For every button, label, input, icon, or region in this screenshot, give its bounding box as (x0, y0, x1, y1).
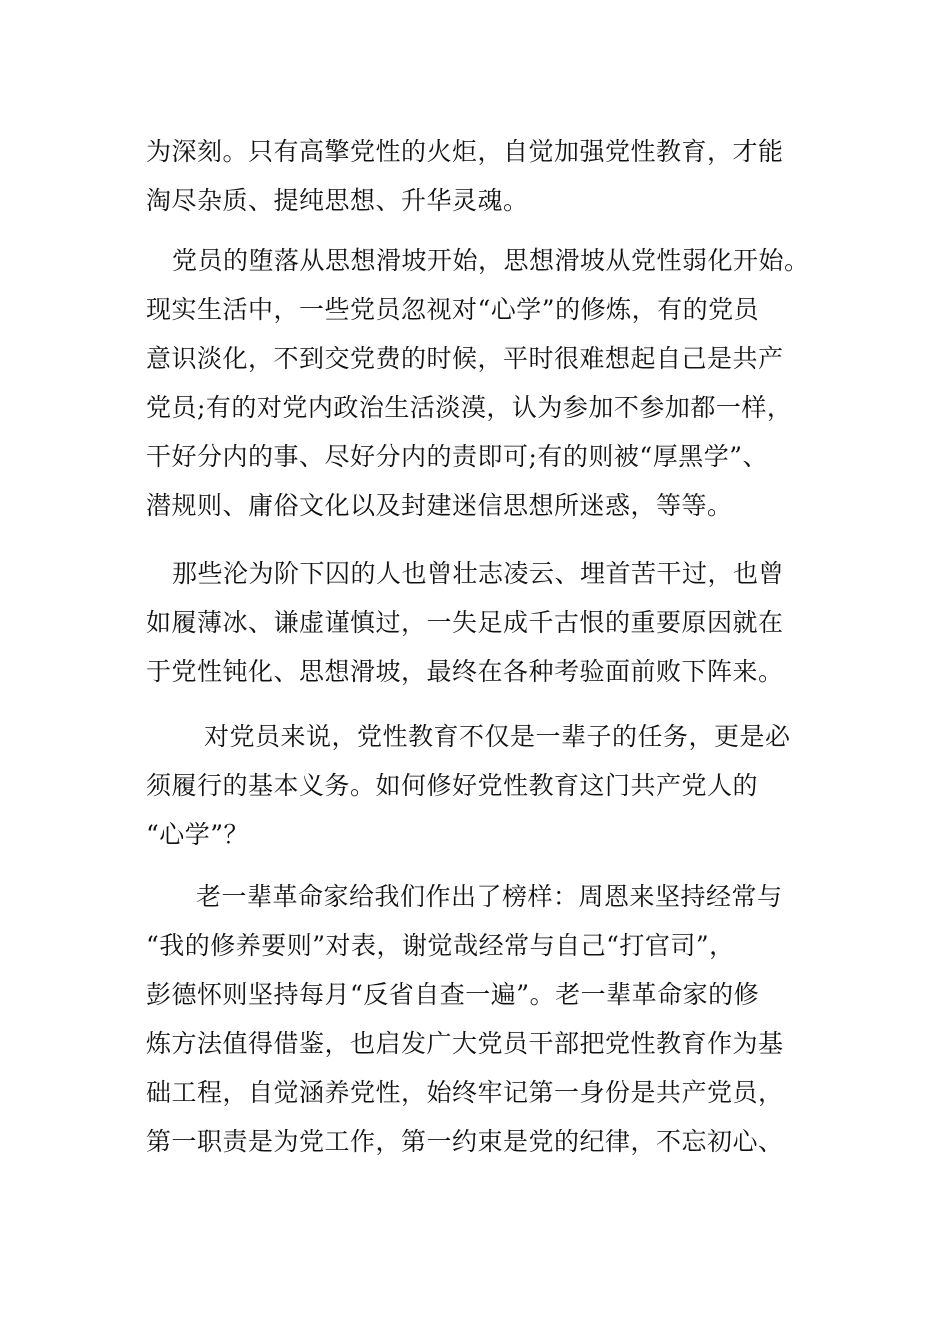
text-line-13: 须履行的基本义务。如何修好党性教育这门共产党人的 (146, 771, 759, 800)
text-line-20: 第一职责是为党工作，第一约束是党的纪律，不忘初心、 (146, 1127, 784, 1156)
text-line-9: 那些沦为阶下囚的人也曾壮志凌云、埋首苦干过，也曾 (172, 559, 785, 588)
text-line-2: 淘尽杂质、提纯思想、升华灵魂。 (146, 186, 529, 215)
text-line-15: 老一辈革命家给我们作出了榜样：周恩来坚持经常与 (196, 882, 783, 911)
text-line-6: 党员;有的对党内政治生活淡漠，认为参加不参加都一样， (146, 393, 793, 422)
text-line-19: 础工程，自觉涵养党性，始终牢记第一身份是共产党员， (146, 1078, 784, 1107)
text-line-7: 干好分内的事、尽好分内的责即可;有的则被“厚黑学”、 (146, 442, 768, 471)
text-line-17: 彭德怀则坚持每月“反省自查一遍”。老一辈革命家的修 (146, 980, 760, 1009)
text-line-8: 潜规则、庸俗文化以及封建迷信思想所迷惑，等等。 (146, 491, 733, 520)
text-line-16: “我的修养要则”对表，谢觉哉经常与自己“打官司”， (146, 931, 735, 960)
text-line-12: 对党员来说，党性教育不仅是一辈子的任务，更是必 (204, 722, 791, 751)
text-line-3: 党员的堕落从思想滑坡开始，思想滑坡从党性弱化开始。 (172, 246, 810, 275)
text-line-5: 意识淡化，不到交党费的时候，平时很难想起自己是共产 (146, 344, 784, 373)
text-line-10: 如履薄冰、谦虚谨慎过，一失足成千古恨的重要原因就在 (146, 608, 784, 637)
text-line-11: 于党性钝化、思想滑坡，最终在各种考验面前败下阵来。 (146, 657, 784, 686)
text-line-14: “心学”？ (146, 820, 250, 849)
text-line-18: 炼方法值得借鉴，也启发广大党员干部把党性教育作为基 (146, 1029, 784, 1058)
text-line-1: 为深刻。只有高擎党性的火炬，自觉加强党性教育，才能 (146, 137, 784, 166)
text-line-4: 现实生活中，一些党员忽视对“心学”的修炼，有的党员 (146, 295, 760, 324)
